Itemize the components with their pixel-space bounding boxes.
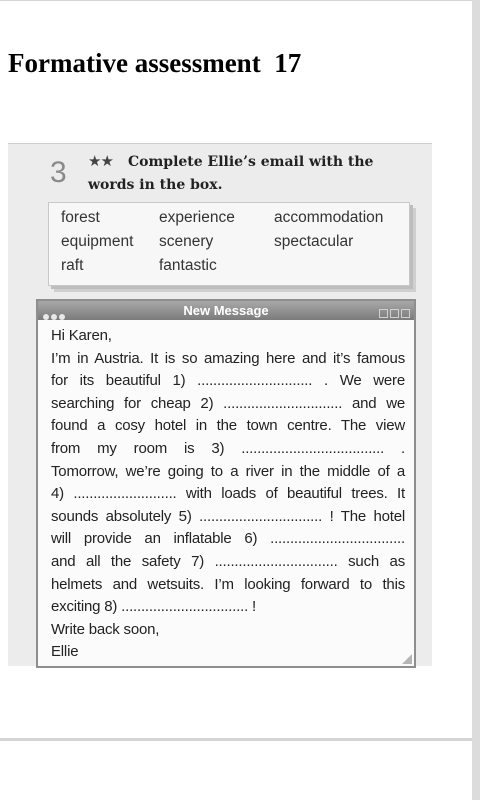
page-title: Formative assessment 17	[8, 48, 302, 78]
email-line: sounds absolutely 5) ............................... ! The hotel	[51, 507, 405, 525]
email-line: Hi Karen,	[51, 327, 112, 344]
email-line: for its beautiful 1) ............................. . We were	[51, 372, 405, 390]
email-line: Ellie	[51, 643, 79, 661]
email-line: Write back soon,	[51, 620, 160, 638]
email-line: searching for cheap 2) .............................. and we	[51, 394, 405, 412]
exercise-instruction: Complete Ellie’s email with the words in the box.	[88, 154, 374, 193]
email-line: helmets and wetsuits. I’m looking forward to this	[51, 575, 405, 593]
word-item: equipment	[61, 233, 134, 250]
email-title-bar	[38, 301, 414, 320]
scrollbar-track[interactable]	[472, 0, 480, 800]
resize-handle-icon	[402, 654, 412, 664]
email-line: 4) .......................... with loads of beautiful trees. It	[51, 485, 405, 503]
email-line: found a cosy hotel in the town centre. The view	[51, 417, 405, 435]
email-line: exciting 8) ................................ !	[51, 598, 257, 616]
email-window	[36, 299, 416, 668]
email-window-title: New Message	[183, 303, 269, 318]
word-item: accommodation	[274, 209, 384, 226]
email-line: and all the safety 7) ............................... such as	[51, 552, 405, 570]
email-line: Tomorrow, we’re going to a river in the middle of a	[51, 462, 405, 480]
word-item: spectacular	[274, 233, 354, 250]
word-item: experience	[159, 209, 235, 226]
top-divider	[0, 0, 472, 1]
difficulty-stars-icon: ★★	[88, 153, 113, 170]
bottom-divider	[0, 738, 472, 741]
email-line: I’m in Austria. It is so amazing here and it’s famous	[51, 349, 405, 367]
word-item: forest	[61, 209, 100, 226]
exercise-image	[8, 143, 432, 666]
email-body	[51, 325, 405, 664]
word-item: raft	[61, 257, 84, 274]
exercise-number: 3	[50, 156, 67, 189]
window-buttons-icon	[377, 305, 410, 323]
email-line: from my room is 3) .................................... .	[51, 439, 405, 457]
email-line: will provide an inflatable 6) ..................................	[51, 530, 405, 548]
word-item: scenery	[159, 233, 214, 250]
word-box	[48, 202, 410, 286]
word-item: fantastic	[159, 257, 217, 274]
